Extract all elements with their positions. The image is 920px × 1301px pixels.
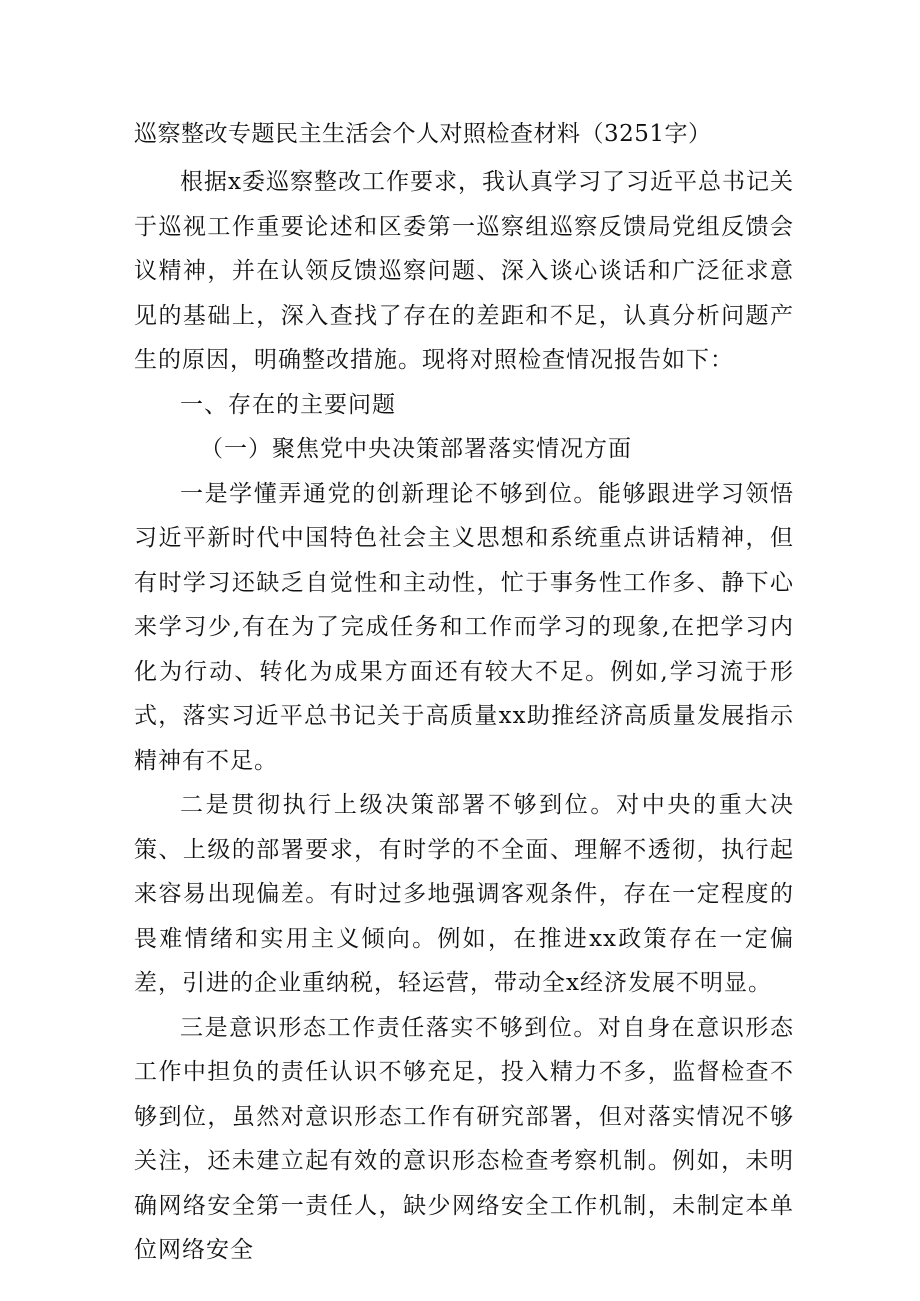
point-two-paragraph: 二是贯彻执行上级决策部署不够到位。对中央的重大决策、上级的部署要求，有时学的不全面、理解不透彻，执行起来容易出现偏差。有时过多地强调客观条件，存在一定程度的畏难情绪和实用主义倾向。例如，在推进xx政策存在一定偏差，引进的企业重纳税，轻运营，带动全x经济发展不明显。 xyxy=(134,792,794,996)
subsection-heading: （一）聚焦党中央决策部署落实情况方面 xyxy=(200,436,632,462)
point-one-paragraph: 一是学懂弄通党的创新理论不够到位。能够跟进学习领悟习近平新时代中国特色社会主义思想和系统重点讲话精神，但有时学习还缺乏自觉性和主动性，忙于事务性工作多、静下心来学习少,有在为了完成任务和工作而学习的现象,在把学习内化为行动、转化为成果方面还有较大不足。例如,学习流于形式，落实习近平总书记关于高质量xx助推经济高质量发展指示精神有不足。 xyxy=(134,480,794,774)
section-heading: 一、存在的主要问题 xyxy=(180,391,396,418)
point-three-paragraph: 三是意识形态工作责任落实不够到位。对自身在意识形态工作中担负的责任认识不够充足，投入精力不多，监督检查不够到位，虽然对意识形态工作有研究部署，但对落实情况不够关注，还未建立起有效的意识形态检查考察机制。例如，未明确网络安全第一责任人，缺少网络安全工作机制，未制定本单位网络安全 xyxy=(134,1014,794,1263)
document-body xyxy=(134,116,794,1273)
document-title: 巡察整改专题民主生活会个人对照检查材料（3251字） xyxy=(134,121,712,147)
intro-paragraph: 根据x委巡察整改工作要求，我认真学习了习近平总书记关于巡视工作重要论述和区委第一巡察组巡察反馈局党组反馈会议精神，并在认领反馈巡察问题、深入谈心谈话和广泛征求意见的基础上，深入查找了存在的差距和不足，认真分析问题产生的原因，明确整改措施。现将对照检查情况报告如下： xyxy=(134,169,794,373)
